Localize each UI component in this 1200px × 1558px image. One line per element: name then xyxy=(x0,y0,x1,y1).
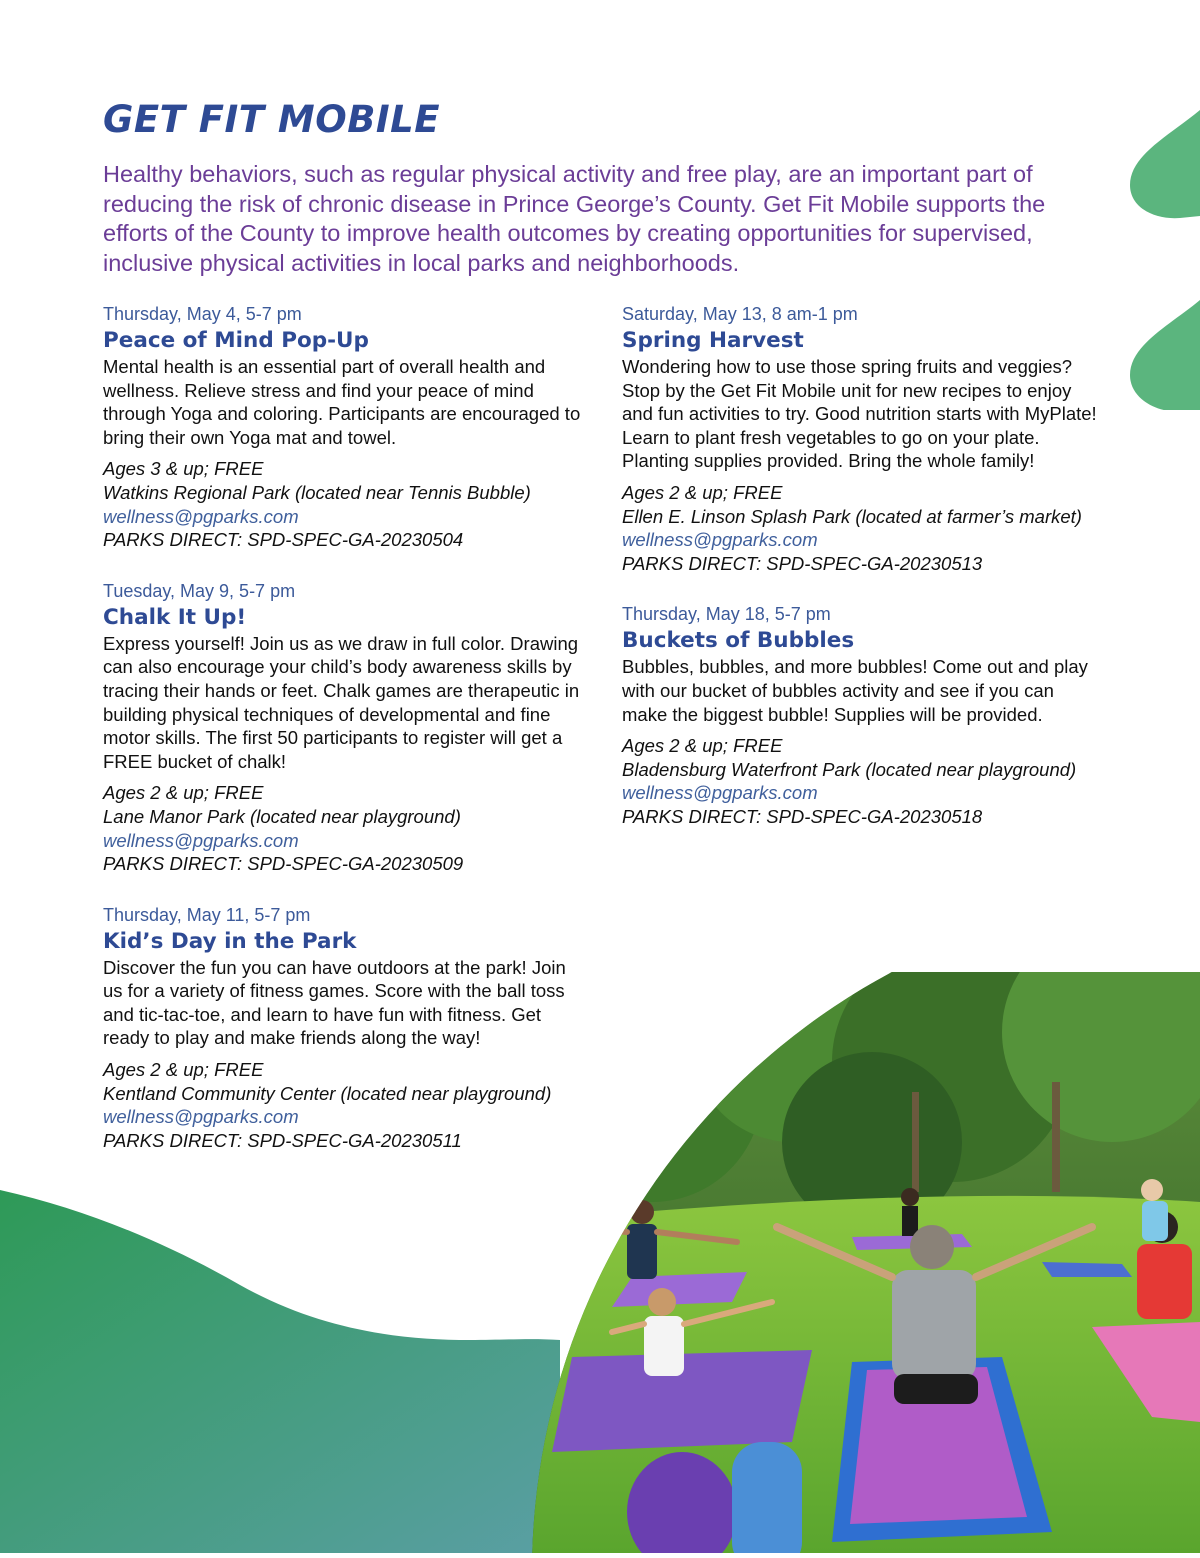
event-chalk-it-up xyxy=(103,579,588,876)
event-date: Thursday, May 4, 5-7 pm xyxy=(103,304,302,324)
event-title: Peace of Mind Pop-Up xyxy=(103,328,369,353)
event-location: Watkins Regional Park (located near Tennis Bubble) xyxy=(103,481,531,503)
event-details xyxy=(103,1058,588,1152)
event-email-link[interactable]: wellness@pgparks.com xyxy=(103,829,299,851)
event-details xyxy=(622,481,1102,575)
event-location: Kentland Community Center (located near playground) xyxy=(103,1082,552,1104)
events-column-left xyxy=(103,302,588,1179)
event-description: Bubbles, bubbles, and more bubbles! Come out and play with our bucket of bubbles activity and see if you can make the biggest bubble! Supplies will be provided. xyxy=(622,656,1088,725)
intro-paragraph: Healthy behaviors, such as regular physical activity and free play, are an important part of reducing the risk of chronic disease in Prince George’s County. Get Fit Mobile supports the efforts of the County to improve health outcomes by creating opportunities for supervised, inclusive physical activities in local parks and neighborhoods. xyxy=(103,161,1046,276)
event-ages: Ages 2 & up; FREE xyxy=(622,735,783,757)
event-email-link[interactable]: wellness@pgparks.com xyxy=(622,529,818,551)
event-parks-direct-code: PARKS DIRECT: SPD-SPEC-GA-20230504 xyxy=(103,529,464,551)
event-buckets-of-bubbles xyxy=(622,602,1102,828)
event-title: Buckets of Bubbles xyxy=(622,628,855,654)
event-description: Mental health is an essential part of overall health and wellness. Relieve stress and find your peace of mind through Yoga and coloring. Participants are encouraged to bring their own Yoga mat and towel. xyxy=(103,356,581,448)
event-title: Chalk It Up! xyxy=(103,604,247,630)
leaf-decoration-bottom xyxy=(1130,300,1200,410)
event-title: Kid’s Day in the Park xyxy=(103,928,357,954)
event-ages: Ages 2 & up; FREE xyxy=(103,782,264,804)
event-parks-direct-code: PARKS DIRECT: SPD-SPEC-GA-20230509 xyxy=(103,853,464,875)
event-ages: Ages 3 & up; FREE xyxy=(103,458,264,480)
event-date: Thursday, May 18, 5-7 pm xyxy=(622,604,831,625)
event-parks-direct-code: PARKS DIRECT: SPD-SPEC-GA-20230511 xyxy=(103,1129,462,1151)
events-column-right xyxy=(622,302,1102,856)
event-details xyxy=(103,781,588,875)
outdoor-yoga-class-photo xyxy=(532,972,1200,1553)
event-location: Ellen E. Linson Splash Park (located at farmer’s market) xyxy=(622,505,1082,527)
event-parks-direct-code: PARKS DIRECT: SPD-SPEC-GA-20230513 xyxy=(622,552,983,574)
event-description: Express yourself! Join us as we draw in full color. Drawing can also encourage your child’s body awareness skills by tracing their hands or feet. Chalk games are therapeutic in building physical techniques of developmental and fine motor skills. The first 50 participants to register will get a FREE bucket of chalk! xyxy=(103,632,580,772)
event-location: Lane Manor Park (located near playground) xyxy=(103,805,461,827)
event-location: Bladensburg Waterfront Park (located near playground) xyxy=(622,758,1077,780)
event-email-link[interactable]: wellness@pgparks.com xyxy=(103,505,299,527)
leaf-decoration-top xyxy=(1130,110,1200,220)
event-description: Discover the fun you can have outdoors at the park! Join us for a variety of fitness games. Score with the ball toss and tic-tac-toe, and learn to have fun with fitness. Get ready to play and make friends along the way! xyxy=(103,956,566,1049)
event-email-link[interactable]: wellness@pgparks.com xyxy=(103,1106,299,1128)
event-details xyxy=(103,457,588,551)
event-details xyxy=(622,734,1102,828)
event-description: Wondering how to use those spring fruits and veggies? Stop by the Get Fit Mobile unit for new recipes to enjoy and fun activities to try. Good nutrition starts with MyPlate! Learn to plant fresh vegetables to go on your plate. Planting supplies provided. Bring the whole family! xyxy=(622,356,1097,472)
event-kids-day xyxy=(103,903,588,1153)
event-date: Saturday, May 13, 8 am-1 pm xyxy=(622,304,858,324)
event-peace-of-mind xyxy=(103,302,588,552)
event-email-link[interactable]: wellness@pgparks.com xyxy=(622,782,818,804)
event-ages: Ages 2 & up; FREE xyxy=(622,481,783,503)
event-ages: Ages 2 & up; FREE xyxy=(103,1059,264,1081)
event-parks-direct-code: PARKS DIRECT: SPD-SPEC-GA-20230518 xyxy=(622,805,983,827)
event-date: Thursday, May 11, 5-7 pm xyxy=(103,904,311,925)
event-date: Tuesday, May 9, 5-7 pm xyxy=(103,580,296,601)
event-spring-harvest xyxy=(622,302,1102,575)
page-title: GET FIT MOBILE xyxy=(103,98,441,141)
event-title: Spring Harvest xyxy=(622,328,804,353)
green-wave-decoration xyxy=(0,1190,560,1553)
